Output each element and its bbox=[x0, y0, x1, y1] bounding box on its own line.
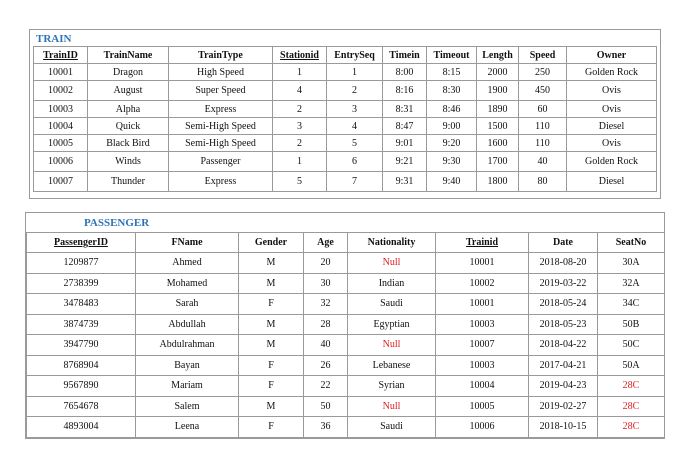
passenger-cell: M bbox=[239, 253, 304, 274]
passenger-cell: 30 bbox=[304, 273, 348, 294]
train-cell: 2000 bbox=[477, 64, 519, 81]
passenger-cell: 50 bbox=[304, 396, 348, 417]
passenger-cell: 50C bbox=[598, 335, 665, 356]
passenger-cell: M bbox=[239, 273, 304, 294]
train-cell: Diesel bbox=[567, 118, 657, 135]
passenger-cell: 20 bbox=[304, 253, 348, 274]
train-cell: 9:20 bbox=[427, 135, 477, 152]
passenger-cell: Mariam bbox=[136, 376, 239, 397]
train-cell: 1 bbox=[273, 152, 327, 172]
train-table-title: TRAIN bbox=[36, 33, 72, 45]
passenger-cell: 10004 bbox=[436, 376, 529, 397]
passenger-cell: Egyptian bbox=[348, 314, 436, 335]
train-cell: Black Bird bbox=[88, 135, 169, 152]
passenger-header-cell: SeatNo bbox=[598, 233, 665, 253]
train-row bbox=[34, 172, 657, 192]
passenger-cell: M bbox=[239, 335, 304, 356]
train-header-cell: Timeout bbox=[427, 47, 477, 64]
train-cell: Alpha bbox=[88, 101, 169, 118]
passenger-cell: 36 bbox=[304, 417, 348, 438]
passenger-cell: 28C bbox=[598, 417, 665, 438]
train-cell: 1600 bbox=[477, 135, 519, 152]
passenger-row bbox=[27, 273, 665, 294]
passenger-cell: 34C bbox=[598, 294, 665, 315]
passenger-cell: 32 bbox=[304, 294, 348, 315]
train-cell: 80 bbox=[519, 172, 567, 192]
train-cell: 250 bbox=[519, 64, 567, 81]
passenger-row bbox=[27, 294, 665, 315]
train-cell: 8:47 bbox=[383, 118, 427, 135]
train-header-cell: Length bbox=[477, 47, 519, 64]
passenger-cell: 28C bbox=[598, 396, 665, 417]
train-cell: Winds bbox=[88, 152, 169, 172]
train-row bbox=[34, 118, 657, 135]
passenger-cell: 10005 bbox=[436, 396, 529, 417]
passenger-cell: 50B bbox=[598, 314, 665, 335]
passenger-cell: 2018-04-22 bbox=[529, 335, 598, 356]
passenger-header-cell: PassengerID bbox=[27, 233, 136, 253]
train-cell: 8:15 bbox=[427, 64, 477, 81]
train-cell: 7 bbox=[327, 172, 383, 192]
passenger-cell: F bbox=[239, 376, 304, 397]
passenger-header-cell: Gender bbox=[239, 233, 304, 253]
train-row bbox=[34, 101, 657, 118]
train-cell: 5 bbox=[273, 172, 327, 192]
passenger-cell: 2017-04-21 bbox=[529, 355, 598, 376]
train-cell: 1 bbox=[273, 64, 327, 81]
passenger-cell: 10003 bbox=[436, 355, 529, 376]
passenger-cell: Lebanese bbox=[348, 355, 436, 376]
passenger-table bbox=[26, 232, 665, 438]
train-cell: 9:01 bbox=[383, 135, 427, 152]
train-cell: Quick bbox=[88, 118, 169, 135]
train-cell: 8:30 bbox=[427, 81, 477, 101]
passenger-row bbox=[27, 314, 665, 335]
passenger-cell: Leena bbox=[136, 417, 239, 438]
passenger-cell: F bbox=[239, 294, 304, 315]
passenger-cell: Null bbox=[348, 335, 436, 356]
passenger-cell: 4893004 bbox=[27, 417, 136, 438]
train-cell: 9:31 bbox=[383, 172, 427, 192]
passenger-cell: M bbox=[239, 396, 304, 417]
passenger-cell: Salem bbox=[136, 396, 239, 417]
train-cell: 60 bbox=[519, 101, 567, 118]
passenger-cell: 8768904 bbox=[27, 355, 136, 376]
passenger-cell: 10002 bbox=[436, 273, 529, 294]
train-cell: 4 bbox=[327, 118, 383, 135]
passenger-cell: 26 bbox=[304, 355, 348, 376]
passenger-row bbox=[27, 335, 665, 356]
train-cell: High Speed bbox=[169, 64, 273, 81]
train-header-cell: Timein bbox=[383, 47, 427, 64]
passenger-table-title: PASSENGER bbox=[84, 217, 150, 229]
train-cell: 10006 bbox=[34, 152, 88, 172]
passenger-cell: Indian bbox=[348, 273, 436, 294]
train-cell: Express bbox=[169, 101, 273, 118]
passenger-row bbox=[27, 253, 665, 274]
train-cell: August bbox=[88, 81, 169, 101]
train-header-cell: TrainID bbox=[34, 47, 88, 64]
train-cell: 3 bbox=[327, 101, 383, 118]
passenger-cell: 32A bbox=[598, 273, 665, 294]
passenger-header-cell: Nationality bbox=[348, 233, 436, 253]
train-cell: Super Speed bbox=[169, 81, 273, 101]
train-cell: 4 bbox=[273, 81, 327, 101]
passenger-cell: 50A bbox=[598, 355, 665, 376]
passenger-cell: Ahmed bbox=[136, 253, 239, 274]
train-cell: 8:31 bbox=[383, 101, 427, 118]
train-cell: 9:21 bbox=[383, 152, 427, 172]
train-row bbox=[34, 152, 657, 172]
train-cell: 2 bbox=[273, 135, 327, 152]
train-cell: 40 bbox=[519, 152, 567, 172]
passenger-cell: 2019-02-27 bbox=[529, 396, 598, 417]
passenger-cell: 9567890 bbox=[27, 376, 136, 397]
train-header-cell: Speed bbox=[519, 47, 567, 64]
train-table bbox=[33, 46, 657, 192]
train-cell: 10002 bbox=[34, 81, 88, 101]
passenger-header-cell: Age bbox=[304, 233, 348, 253]
train-header-cell: Stationid bbox=[273, 47, 327, 64]
passenger-cell: 2018-05-24 bbox=[529, 294, 598, 315]
train-cell: 6 bbox=[327, 152, 383, 172]
passenger-cell: F bbox=[239, 417, 304, 438]
train-header-row bbox=[34, 47, 657, 64]
train-cell: 10005 bbox=[34, 135, 88, 152]
passenger-cell: 2018-05-23 bbox=[529, 314, 598, 335]
train-cell: 1800 bbox=[477, 172, 519, 192]
passenger-cell: Bayan bbox=[136, 355, 239, 376]
train-cell: Golden Rock bbox=[567, 64, 657, 81]
train-cell: 1 bbox=[327, 64, 383, 81]
passenger-cell: Abdullah bbox=[136, 314, 239, 335]
passenger-cell: 3947790 bbox=[27, 335, 136, 356]
train-row bbox=[34, 64, 657, 81]
passenger-cell: 28C bbox=[598, 376, 665, 397]
passenger-cell: 22 bbox=[304, 376, 348, 397]
passenger-header-cell: FName bbox=[136, 233, 239, 253]
passenger-cell: 2019-04-23 bbox=[529, 376, 598, 397]
passenger-cell: 3874739 bbox=[27, 314, 136, 335]
passenger-cell: 2738399 bbox=[27, 273, 136, 294]
train-cell: Ovis bbox=[567, 135, 657, 152]
train-cell: 110 bbox=[519, 118, 567, 135]
passenger-cell: 10007 bbox=[436, 335, 529, 356]
train-header-cell: EntrySeq bbox=[327, 47, 383, 64]
passenger-cell: Mohamed bbox=[136, 273, 239, 294]
train-row bbox=[34, 81, 657, 101]
train-cell: Thunder bbox=[88, 172, 169, 192]
passenger-cell: 28 bbox=[304, 314, 348, 335]
train-header-cell: Owner bbox=[567, 47, 657, 64]
train-cell: 3 bbox=[273, 118, 327, 135]
train-cell: Passenger bbox=[169, 152, 273, 172]
passenger-cell: Null bbox=[348, 396, 436, 417]
passenger-cell: 40 bbox=[304, 335, 348, 356]
train-header-cell: TrainName bbox=[88, 47, 169, 64]
train-cell: 10007 bbox=[34, 172, 88, 192]
passenger-table-container bbox=[25, 212, 665, 439]
train-cell: Express bbox=[169, 172, 273, 192]
train-cell: 8:00 bbox=[383, 64, 427, 81]
passenger-cell: 10001 bbox=[436, 253, 529, 274]
passenger-cell: 10001 bbox=[436, 294, 529, 315]
passenger-row bbox=[27, 417, 665, 438]
passenger-cell: Sarah bbox=[136, 294, 239, 315]
train-cell: 2 bbox=[327, 81, 383, 101]
passenger-cell: 1209877 bbox=[27, 253, 136, 274]
train-cell: Diesel bbox=[567, 172, 657, 192]
passenger-cell: 7654678 bbox=[27, 396, 136, 417]
train-cell: Semi-High Speed bbox=[169, 135, 273, 152]
train-row bbox=[34, 135, 657, 152]
passenger-row bbox=[27, 355, 665, 376]
train-cell: 1700 bbox=[477, 152, 519, 172]
passenger-cell: 2018-08-20 bbox=[529, 253, 598, 274]
train-cell: 1900 bbox=[477, 81, 519, 101]
train-cell: Ovis bbox=[567, 101, 657, 118]
passenger-cell: M bbox=[239, 314, 304, 335]
train-cell: 8:46 bbox=[427, 101, 477, 118]
passenger-cell: F bbox=[239, 355, 304, 376]
train-cell: 5 bbox=[327, 135, 383, 152]
train-cell: 9:30 bbox=[427, 152, 477, 172]
train-header-cell: TrainType bbox=[169, 47, 273, 64]
passenger-header-cell: Trainid bbox=[436, 233, 529, 253]
passenger-cell: 10006 bbox=[436, 417, 529, 438]
passenger-header-row bbox=[27, 233, 665, 253]
passenger-row bbox=[27, 376, 665, 397]
passenger-cell: Null bbox=[348, 253, 436, 274]
train-cell: 2 bbox=[273, 101, 327, 118]
passenger-cell: 10003 bbox=[436, 314, 529, 335]
passenger-row bbox=[27, 396, 665, 417]
passenger-cell: Abdulrahman bbox=[136, 335, 239, 356]
train-table-container bbox=[29, 29, 661, 199]
train-cell: 9:40 bbox=[427, 172, 477, 192]
passenger-cell: 30A bbox=[598, 253, 665, 274]
train-cell: 1500 bbox=[477, 118, 519, 135]
train-cell: Semi-High Speed bbox=[169, 118, 273, 135]
passenger-cell: Saudi bbox=[348, 294, 436, 315]
passenger-cell: Syrian bbox=[348, 376, 436, 397]
passenger-cell: 2019-03-22 bbox=[529, 273, 598, 294]
passenger-cell: 3478483 bbox=[27, 294, 136, 315]
train-cell: 110 bbox=[519, 135, 567, 152]
train-cell: Dragon bbox=[88, 64, 169, 81]
train-cell: 10001 bbox=[34, 64, 88, 81]
passenger-cell: Saudi bbox=[348, 417, 436, 438]
train-cell: 1890 bbox=[477, 101, 519, 118]
train-cell: 10003 bbox=[34, 101, 88, 118]
train-cell: 10004 bbox=[34, 118, 88, 135]
passenger-cell: 2018-10-15 bbox=[529, 417, 598, 438]
train-cell: Golden Rock bbox=[567, 152, 657, 172]
passenger-header-cell: Date bbox=[529, 233, 598, 253]
train-cell: 9:00 bbox=[427, 118, 477, 135]
train-cell: 450 bbox=[519, 81, 567, 101]
train-cell: 8:16 bbox=[383, 81, 427, 101]
train-cell: Ovis bbox=[567, 81, 657, 101]
